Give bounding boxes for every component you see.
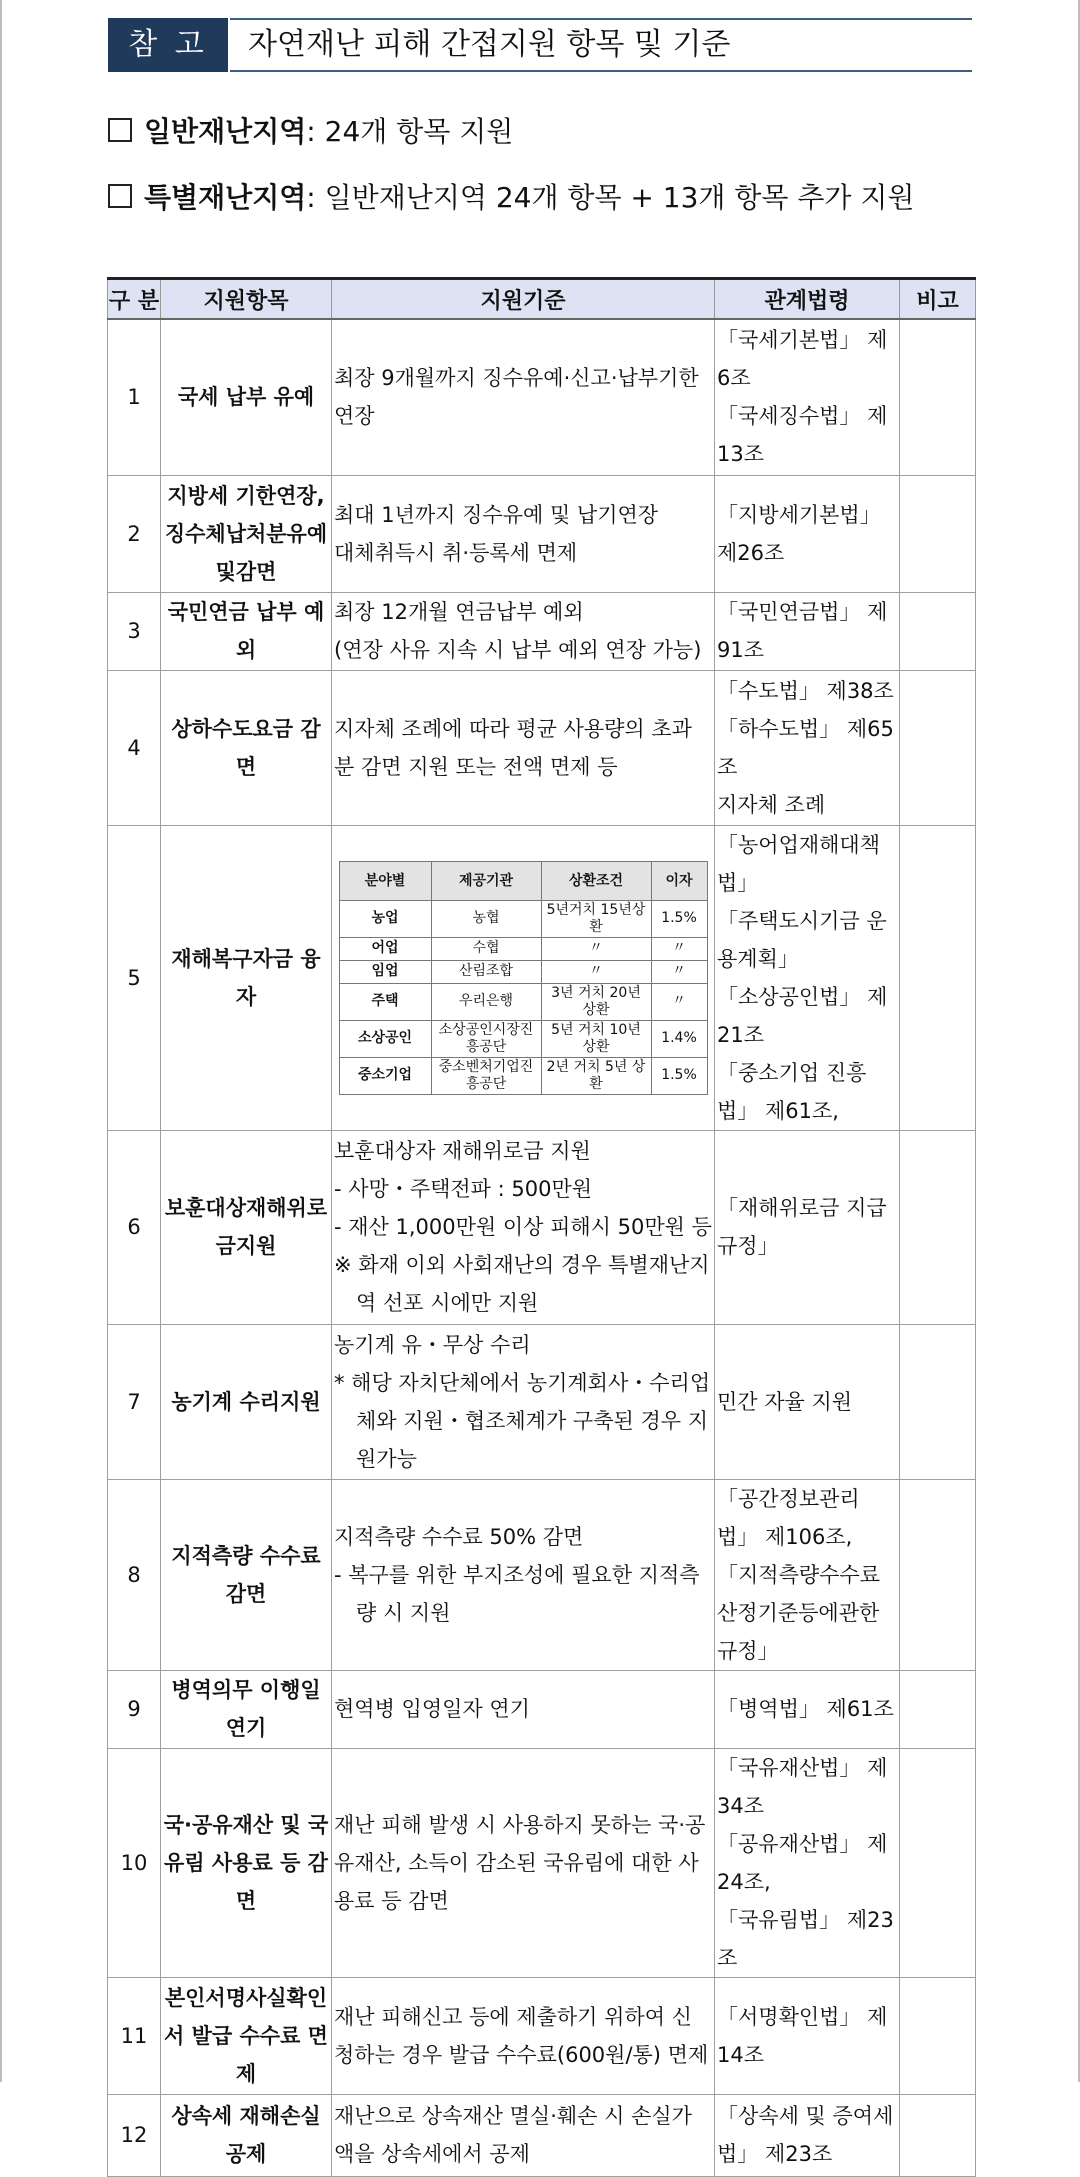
row-note: [900, 1324, 976, 1479]
row-criteria: 재난으로 상속재산 멸실·훼손 시 손실가액을 상속세에서 공제: [332, 2094, 715, 2176]
table-row: [108, 1748, 976, 1977]
row-note: [900, 1977, 976, 2094]
table-row: [108, 670, 976, 825]
row-criteria: 최장 9개월까지 징수유예·신고·납부기한 연장: [332, 319, 715, 475]
row-law: 「지방세기본법」 제26조: [715, 475, 900, 592]
page-edge-left: [0, 0, 2, 2082]
row-criteria: 현역병 입영일자 연기: [332, 1670, 715, 1748]
row-criteria: 농기계 유・무상 수리 * 해당 자치단체에서 농기계회사・수리업체와 지원・협조체계가 구축된 경우 지원가능: [332, 1324, 715, 1479]
row-number: 9: [108, 1670, 161, 1748]
loan-row: 소상공인 소상공인시장진흥공단 5년 거치 10년 상환 1.4%: [339, 1020, 707, 1057]
table-row: [108, 592, 976, 670]
loan-row: 어업 수협 〃 〃: [339, 937, 707, 960]
row-item: 국·공유재산 및 국유림 사용료 등 감면: [161, 1748, 332, 1977]
table-header-row: [108, 279, 976, 320]
row-law: 「국유재산법」 제34조 「공유재산법」 제24조, 「국유림법」 제23조: [715, 1748, 900, 1977]
row-law: 「국세기본법」 제6조 「국세징수법」 제13조: [715, 319, 900, 475]
row-note: [900, 475, 976, 592]
row-note: [900, 670, 976, 825]
loan-header-row: 분야별 제공기관 상환조건 이자: [339, 861, 707, 900]
table-row: [108, 1479, 976, 1670]
row-criteria: 재난 피해신고 등에 제출하기 위하여 신청하는 경우 발급 수수료(600원/통) 면제: [332, 1977, 715, 2094]
row-number: 11: [108, 1977, 161, 2094]
row-note: [900, 1130, 976, 1324]
page-title: 자연재난 피해 간접지원 항목 및 기준: [230, 18, 972, 72]
row-number: 10: [108, 1748, 161, 1977]
loan-table: [339, 861, 708, 1095]
support-table: [107, 277, 976, 2177]
row-number: 4: [108, 670, 161, 825]
row-note: [900, 319, 976, 475]
general-area-line: [108, 112, 513, 152]
row-law: 「수도법」 제38조 「하수도법」 제65조 지자체 조례: [715, 670, 900, 825]
row-note: [900, 1748, 976, 1977]
row-criteria: 재난 피해 발생 시 사용하지 못하는 국·공유재산, 소득이 감소된 국유림에 대한 사용료 등 감면: [332, 1748, 715, 1977]
row-criteria: 보훈대상자 재해위로금 지원 - 사망・주택전파 : 500만원 - 재산 1,000만원 이상 피해시 50만원 등 ※ 화재 이외 사회재난의 경우 특별재난지역 선포 시에만 지원: [332, 1130, 715, 1324]
row-criteria: 최대 1년까지 징수유예 및 납기연장 대체취득시 취·등록세 면제: [332, 475, 715, 592]
row-item: 재해복구자금 융자: [161, 825, 332, 1130]
row-law: 「상속세 및 증여세법」 제23조: [715, 2094, 900, 2176]
row-number: 2: [108, 475, 161, 592]
row-item: 지방세 기한연장, 징수체납처분유예및감면: [161, 475, 332, 592]
table-row: [108, 475, 976, 592]
row-item: 상속세 재해손실 공제: [161, 2094, 332, 2176]
row-number: 12: [108, 2094, 161, 2176]
row-criteria: [332, 825, 715, 1130]
row-item: 지적측량 수수료 감면: [161, 1479, 332, 1670]
table-row: [108, 1130, 976, 1324]
row-law: 「병역법」 제61조: [715, 1670, 900, 1748]
row-criteria: 지자체 조례에 따라 평균 사용량의 초과분 감면 지원 또는 전액 면제 등: [332, 670, 715, 825]
checkbox-square-icon: [108, 118, 132, 142]
general-area-label: 일반재난지역: [144, 115, 307, 148]
loan-row: 농업 농협 5년거치 15년상환 1.5%: [339, 900, 707, 937]
table-row: [108, 1324, 976, 1479]
row-criteria: 지적측량 수수료 50% 감면 - 복구를 위한 부지조성에 필요한 지적측량 시 지원: [332, 1479, 715, 1670]
row-criteria: 최장 12개월 연금납부 예외 (연장 사유 지속 시 납부 예외 연장 가능): [332, 592, 715, 670]
row-law: 「국민연금법」 제91조: [715, 592, 900, 670]
col-header-note: 비고: [900, 279, 976, 320]
row-law: 민간 자율 지원: [715, 1324, 900, 1479]
row-item: 상하수도요금 감면: [161, 670, 332, 825]
row-item: 농기계 수리지원: [161, 1324, 332, 1479]
table-row: [108, 825, 976, 1130]
table-row: [108, 1977, 976, 2094]
row-law: 「농어업재해대책법」 「주택도시기금 운용계획」 「소상공인법」 제21조 「중소기업 진흥법」 제61조,: [715, 825, 900, 1130]
row-note: [900, 1670, 976, 1748]
row-item: 국민연금 납부 예외: [161, 592, 332, 670]
loan-row: 주택 우리은행 3년 거치 20년 상환 〃: [339, 983, 707, 1020]
reference-tag: 참 고: [108, 18, 228, 72]
checkbox-square-icon: [108, 184, 132, 208]
special-area-label: 특별재난지역: [144, 181, 307, 214]
table-row: [108, 2094, 976, 2176]
loan-row: 임업 산림조합 〃 〃: [339, 960, 707, 983]
row-number: 7: [108, 1324, 161, 1479]
col-header-law: 관계법령: [715, 279, 900, 320]
row-number: 3: [108, 592, 161, 670]
col-header-criteria: 지원기준: [332, 279, 715, 320]
row-note: [900, 1479, 976, 1670]
row-law: 「공간정보관리법」 제106조, 「지적측량수수료 산정기준등에관한규정」: [715, 1479, 900, 1670]
row-number: 6: [108, 1130, 161, 1324]
general-area-text: : 24개 항목 지원: [306, 115, 514, 148]
special-area-line: [108, 178, 914, 218]
row-number: 1: [108, 319, 161, 475]
row-item: 병역의무 이행일 연기: [161, 1670, 332, 1748]
row-law: 「서명확인법」 제14조: [715, 1977, 900, 2094]
special-area-text: : 일반재난지역 24개 항목 + 13개 항목 추가 지원: [306, 181, 915, 214]
col-header-item: 지원항목: [161, 279, 332, 320]
row-note: [900, 825, 976, 1130]
table-row: [108, 319, 976, 475]
row-law: 「재해위로금 지급규정」: [715, 1130, 900, 1324]
row-number: 5: [108, 825, 161, 1130]
row-note: [900, 2094, 976, 2176]
row-number: 8: [108, 1479, 161, 1670]
col-header-division: 구 분: [108, 279, 161, 320]
table-row: [108, 1670, 976, 1748]
row-item: 국세 납부 유예: [161, 319, 332, 475]
row-note: [900, 592, 976, 670]
loan-row: 중소기업 중소벤처기업진흥공단 2년 거치 5년 상환 1.5%: [339, 1057, 707, 1094]
row-item: 본인서명사실확인서 발급 수수료 면제: [161, 1977, 332, 2094]
section-header: [108, 18, 972, 72]
row-item: 보훈대상재해위로금지원: [161, 1130, 332, 1324]
